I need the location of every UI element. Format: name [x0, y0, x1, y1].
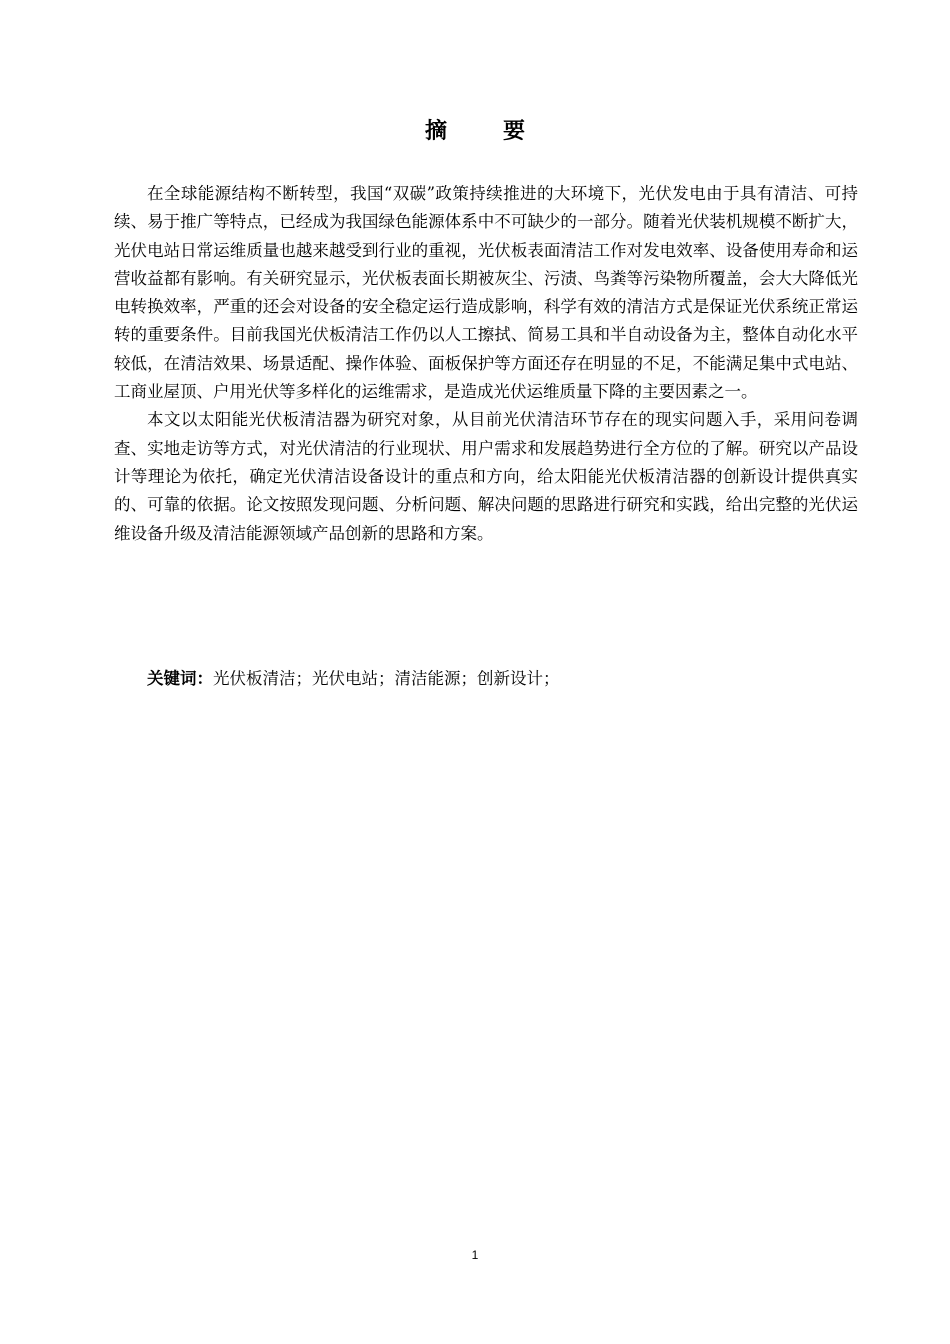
- abstract-paragraph-1: 在全球能源结构不断转型，我国“双碳”政策持续推进的大环境下，光伏发电由于具有清洁、可持续、易于推广等特点，已经成为我国绿色能源体系中不可缺少的一部分。随着光伏装机规模不断扩大，光伏电站日常运维质量也越来越受到行业的重视，光伏板表面清洁工作对发电效率、设备使用寿命和运营收益都有影响。有关研究显示，光伏板表面长期被灰尘、污渍、鸟粪等污染物所覆盖，会大大降低光电转换效率，严重的还会对设备的安全稳定运行造成影响，科学有效的清洁方式是保证光伏系统正常运转的重要条件。目前我国光伏板清洁工作仍以人工擦拭、简易工具和半自动设备为主，整体自动化水平较低，在清洁效果、场景适配、操作体验、面板保护等方面还存在明显的不足，不能满足集中式电站、工商业屋顶、户用光伏等多样化的运维需求，是造成光伏运维质量下降的主要因素之一。: [114, 184, 858, 402]
- keywords-label: 关键词：: [147, 669, 213, 688]
- page-number: 1: [471, 1248, 479, 1262]
- keywords-line: [147, 665, 858, 693]
- abstract-title: 摘要: [424, 119, 581, 144]
- abstract-body: [114, 180, 858, 548]
- keywords-text: 光伏板清洁；光伏电站；清洁能源；创新设计；: [213, 669, 560, 688]
- abstract-paragraph-2: 本文以太阳能光伏板清洁器为研究对象，从目前光伏清洁环节存在的现实问题入手，采用问卷调查、实地走访等方式，对光伏清洁的行业现状、用户需求和发展趋势进行全方位的了解。研究以产品设计等理论为依托，确定光伏清洁设备设计的重点和方向，给太阳能光伏板清洁器的创新设计提供真实的、可靠的依据。论文按照发现问题、分析问题、解决问题的思路进行研究和实践，给出完整的光伏运维设备升级及清洁能源领域产品创新的思路和方案。: [114, 410, 858, 543]
